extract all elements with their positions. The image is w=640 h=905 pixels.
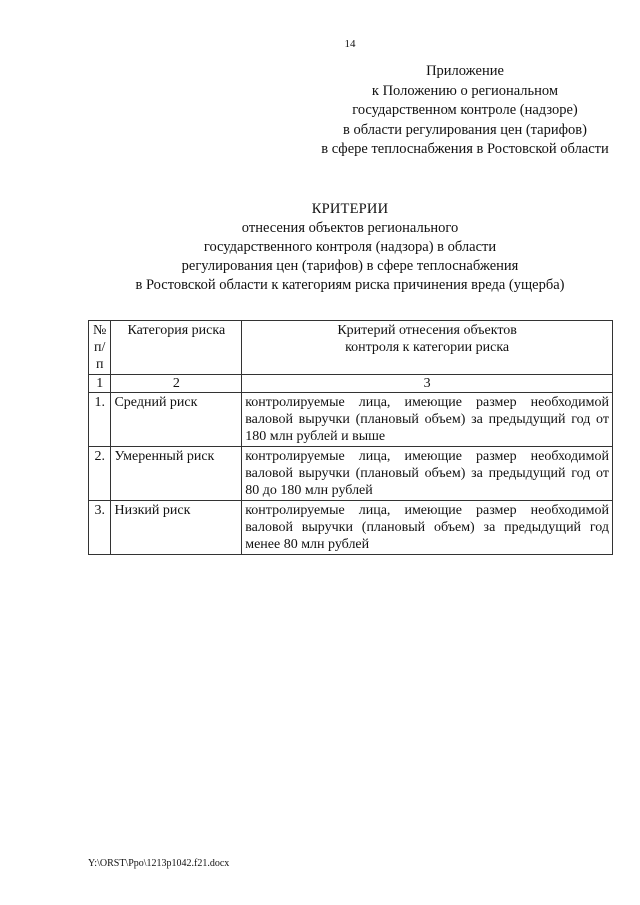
header-criterion-line: Критерий отнесения объектов [337,323,517,338]
index-cell: 3 [242,375,613,393]
appendix-line: государственном контроле (надзоре) [352,102,578,118]
row-num: 2. [89,447,111,501]
row-num: 1. [89,393,111,447]
header-num-line: п/п [94,340,106,372]
criteria-subtitle-line: государственного контроля (надзора) в области [203,239,497,255]
page-number: 14 [344,38,356,50]
row-num: 3. [89,501,111,555]
table-header-row [89,321,613,375]
footer-file-path: Y:\ORST\Ppo\1213p1042.f21.docx [88,858,230,869]
criteria-title: КРИТЕРИИ [311,201,389,217]
table-row [89,447,613,501]
row-criterion: контролируемые лица, имеющие размер необходимой валовой выручки (плановый объем) за предыдущий год менее 80 млн рублей [242,501,613,555]
header-criterion [242,321,613,375]
header-num [89,321,111,375]
index-cell: 1 [89,375,111,393]
criteria-subtitle-line: отнесения объектов регионального [241,220,459,236]
appendix-line: в области регулирования цен (тарифов) [343,121,587,138]
risk-criteria-table [88,320,613,555]
table-row [89,393,613,447]
header-num-line: № [93,323,107,338]
header-criterion-line: контроля к категории риска [345,340,510,355]
criteria-heading [40,200,640,295]
table-row [89,501,613,555]
appendix-line: к Положению о региональном [371,82,559,99]
row-criterion: контролируемые лица, имеющие размер необходимой валовой выручки (плановый объем) за предыдущий год от 80 до 180 млн рублей [242,447,613,501]
row-category: Умеренный риск [111,447,242,501]
appendix-line: в сфере теплоснабжения в Ростовской области [321,141,609,157]
appendix-line: Приложение [426,63,504,79]
header-category: Категория риска [111,321,242,375]
criteria-subtitle-line: в Ростовской области к категориям риска причинения вреда (ущерба) [135,277,565,293]
criteria-subtitle-line: регулирования цен (тарифов) в сфере теплоснабжения [181,258,519,274]
table-index-row [89,375,613,393]
index-cell: 2 [111,375,242,393]
row-category: Низкий риск [111,501,242,555]
appendix-block [300,62,630,160]
row-category: Средний риск [111,393,242,447]
row-criterion: контролируемые лица, имеющие размер необходимой валовой выручки (плановый объем) за предыдущий год от 180 млн рублей и выше [242,393,613,447]
